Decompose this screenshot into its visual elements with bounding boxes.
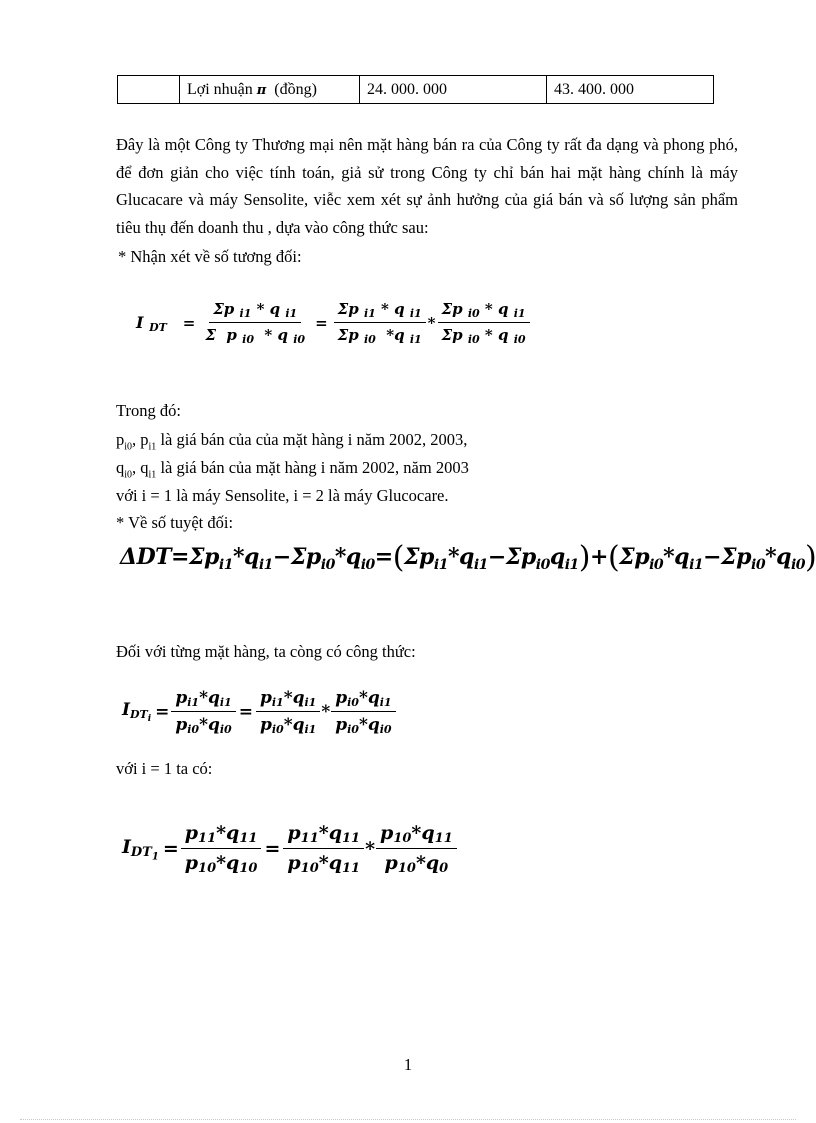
formula-relative-index: I DT = $\frac{\Sigma p _{i1} * q _{i1}}{\Sigma p _{i0} * q _{i0}}$ = $\frac{\Sigma p _{i1} * q _{i1}}{\Sigma p _{i0} *q _{i1}}$ * $\frac{\Sigma p _{i0} * q _{i1}}{\Sigma p _{i0} * q _{i0}}$ <box>136 300 530 346</box>
formula-per-item-index: $IDT_i$ = $\frac{pi1*qi1}{pi0*qi0}$ = $\frac{pi1*qi1}{pi0*qi1}$ * $\frac{pi0*qi1}{pi0*qi0}$ <box>122 688 396 736</box>
table-cell-2002: 24. 000. 000 <box>360 76 547 104</box>
page-number: 1 <box>403 1055 413 1074</box>
per-item-text: Đối với từng mặt hàng, ta còng có công thức: <box>116 642 416 661</box>
table-cell-label: Lợi nhuận π (đồng) <box>180 76 360 104</box>
where-label: Trong đó: <box>116 401 181 420</box>
table-cell-2003: 43. 400. 000 <box>547 76 714 104</box>
page-bottom-rule <box>20 1119 796 1120</box>
profit-table-row <box>117 75 714 104</box>
relative-heading: * Nhận xét về số tương đối: <box>118 247 302 266</box>
absolute-heading: * Về số tuyệt đối: <box>116 513 234 532</box>
formula-absolute-change: $\Delta DT=\Sigma p_{i1}*q_{i1}-\Sigma p_{i0}*q_{i0}=(\Sigma p_{i1}*q_{i1}-\Sigma p_{i0}q_{i1})+(\Sigma p_{i0}*q_{i1}-\Sigma p_{i0}*q_{i0})$ <box>120 540 816 575</box>
i1-text: với i = 1 ta có: <box>116 759 213 778</box>
definition-i: với i = 1 là máy Sensolite, i = 2 là máy Glucocare. <box>116 486 449 505</box>
table-cell-empty <box>118 76 180 104</box>
formula-item-1-index: $IDT_1$ = $\frac{p11*q11}{p10*q10}$ = $\frac{p11*q11}{p10*q11}$ * $\frac{p10*q11}{p10*q0}$ <box>122 822 457 876</box>
definition-q: $q_{i0}$, $q_{i1}$ là giá bán của mặt hàng i năm 2002, năm 2003 <box>116 458 469 481</box>
intro-paragraph: Đây là một Công ty Thương mại nên mặt hàng bán ra của Công ty rất đa dạng và phong phó, để đơn giản cho việc tính toán, giả sử trong Công ty chỉ bán hai mặt hàng chính là máy Glucacare và máy Sensolite, viễc xem xét sự ảnh hưởng của giá bán và số lượng sản phẩm tiêu thụ đến doanh thu , dựa vào công thức sau: <box>116 135 738 237</box>
definition-p: $p_{i0}$, $p_{i1}$ là giá bán của của mặt hàng i năm 2002, 2003, <box>116 430 468 453</box>
